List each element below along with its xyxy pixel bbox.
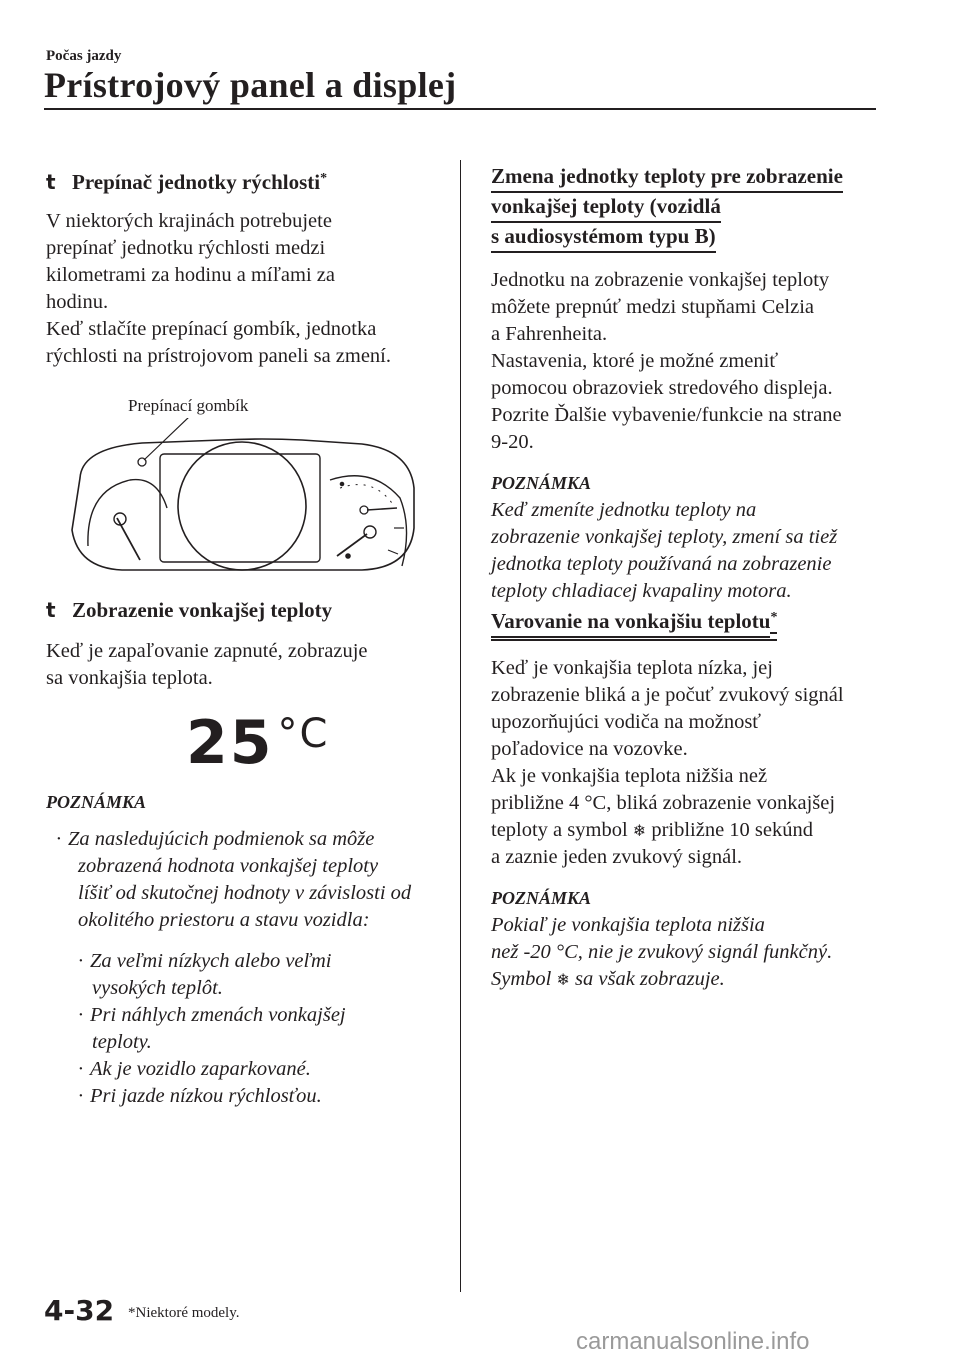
warn-body-line: zobrazenie bliká a je počuť zvukový signál: [491, 684, 844, 706]
warn-body-line: približne 4 °C, bliká zobrazenie vonkajšej: [491, 792, 836, 814]
page-title: Prístrojový panel a displej: [44, 65, 457, 105]
temperature-display-example: [186, 708, 329, 778]
note-title: POZNÁMKA: [491, 888, 592, 908]
unit-change-heading-line: vonkajšej teploty (vozidlá: [491, 193, 891, 223]
sub-bullet: · Pri jazde nízkou rýchlosťou.: [78, 1085, 322, 1107]
snowflake-icon: ❄: [632, 821, 647, 840]
unit-change-heading-line: s audiosystémom typu B): [491, 223, 891, 253]
note-bullet-line: okolitého priestoru a stavu vozidla:: [78, 909, 370, 931]
chapter-label: Počas jazdy: [46, 48, 122, 64]
unit-body-line: Pozrite Ďalšie vybavenie/funkcie na strane: [491, 404, 842, 426]
header-rule: [44, 108, 876, 110]
warn-body-line: teploty a symbol ❄ približne 10 sekúnd: [491, 817, 891, 844]
speed-body-line: rýchlosti na prístrojovom paneli sa zmení.: [46, 345, 392, 367]
note-bullet-line: zobrazená hodnota vonkajšej teploty: [78, 855, 379, 877]
note-bullet-line: · Za nasledujúcich podmienok sa môže: [56, 828, 375, 850]
speed-body-line: prepínať jednotku rýchlosti medzi: [46, 237, 326, 259]
snowflake-icon: ❄: [556, 970, 570, 989]
column-divider: [460, 160, 461, 1292]
outside-body-line: Keď je zapaľovanie zapnuté, zobrazuje: [46, 640, 368, 662]
warn-body-line: a zaznie jeden zvukový signál.: [491, 846, 743, 868]
outside-temp-heading: t Zobrazenie vonkajšej teploty: [46, 598, 333, 622]
footnote: *Niektoré modely.: [128, 1305, 240, 1321]
unit-change-heading-line: Zmena jednotky teploty pre zobrazenie: [491, 163, 891, 193]
speed-unit-section: [46, 165, 446, 370]
note-line: Keď zmeníte jednotku teploty na: [491, 499, 757, 521]
sub-bullet: vysokých teplôt.: [92, 977, 223, 999]
temperature-unit: °C: [277, 711, 330, 757]
unit-body-line: 9-20.: [491, 431, 534, 453]
instrument-cluster-illustration: [62, 418, 422, 578]
outside-warning-section: [491, 604, 891, 993]
figure-label-switch: Prepínací gombík: [128, 396, 249, 415]
warn-body-line: poľadovice na vozovke.: [491, 738, 688, 760]
unit-change-section: [491, 163, 891, 605]
unit-body-line: Jednotku na zobrazenie vonkajšej teploty: [491, 269, 830, 291]
unit-body-line: Nastavenia, ktoré je možné zmeniť: [491, 350, 779, 372]
note-bullet-line: líšiť od skutočnej hodnoty v závislosti od: [78, 882, 412, 904]
note-line: Symbol ❄ sa však zobrazuje.: [491, 966, 891, 993]
unit-body-line: môžete prepnúť medzi stupňami Celzia: [491, 296, 814, 318]
sub-bullet: · Pri náhlych zmenách vonkajšej: [78, 1004, 346, 1026]
speed-body-line: Keď stlačíte prepínací gombík, jednotka: [46, 318, 377, 340]
note-title: POZNÁMKA: [46, 792, 147, 812]
warn-body-line: Ak je vonkajšia teplota nižšia než: [491, 765, 768, 787]
note-line: jednotka teploty používaná na zobrazenie: [491, 553, 832, 575]
page-number: 4-32: [44, 1294, 115, 1327]
note-line: než -20 °C, nie je zvukový signál funkčný.: [491, 941, 833, 963]
note-line: teploty chladiacej kvapaliny motora.: [491, 580, 792, 602]
speed-body-line: hodinu.: [46, 291, 109, 313]
speed-body-line: kilometrami za hodinu a míľami za: [46, 264, 335, 286]
unit-body-line: pomocou obrazoviek stredového displeja.: [491, 377, 833, 399]
outside-body-line: sa vonkajšia teplota.: [46, 667, 213, 689]
warn-body-line: Keď je vonkajšia teplota nízka, jej: [491, 657, 773, 679]
watermark: carmanualsonline.info: [576, 1328, 810, 1355]
section-marker: t: [46, 598, 56, 622]
speed-unit-heading: t Prepínač jednotky rýchlosti*: [46, 170, 328, 194]
note-line: zobrazenie vonkajšej teploty, zmení sa tiež: [491, 526, 838, 548]
outside-warning-heading: Varovanie na vonkajšiu teplotu*: [491, 604, 891, 641]
warn-body-line: upozorňujúci vodiča na možnosť: [491, 711, 762, 733]
unit-body-line: a Fahrenheita.: [491, 323, 608, 345]
left-note: [46, 789, 446, 1110]
sub-bullet: · Ak je vozidlo zaparkované.: [78, 1058, 311, 1080]
sub-bullet: · Za veľmi nízkych alebo veľmi: [78, 950, 332, 972]
sub-bullet: teploty.: [92, 1031, 152, 1053]
speed-body-line: V niektorých krajinách potrebujete: [46, 210, 332, 232]
outside-temp-section: [46, 597, 446, 692]
temperature-value: 25: [186, 708, 274, 778]
note-title: POZNÁMKA: [491, 473, 592, 493]
section-marker: t: [46, 170, 56, 194]
note-line: Pokiaľ je vonkajšia teplota nižšia: [491, 914, 765, 936]
